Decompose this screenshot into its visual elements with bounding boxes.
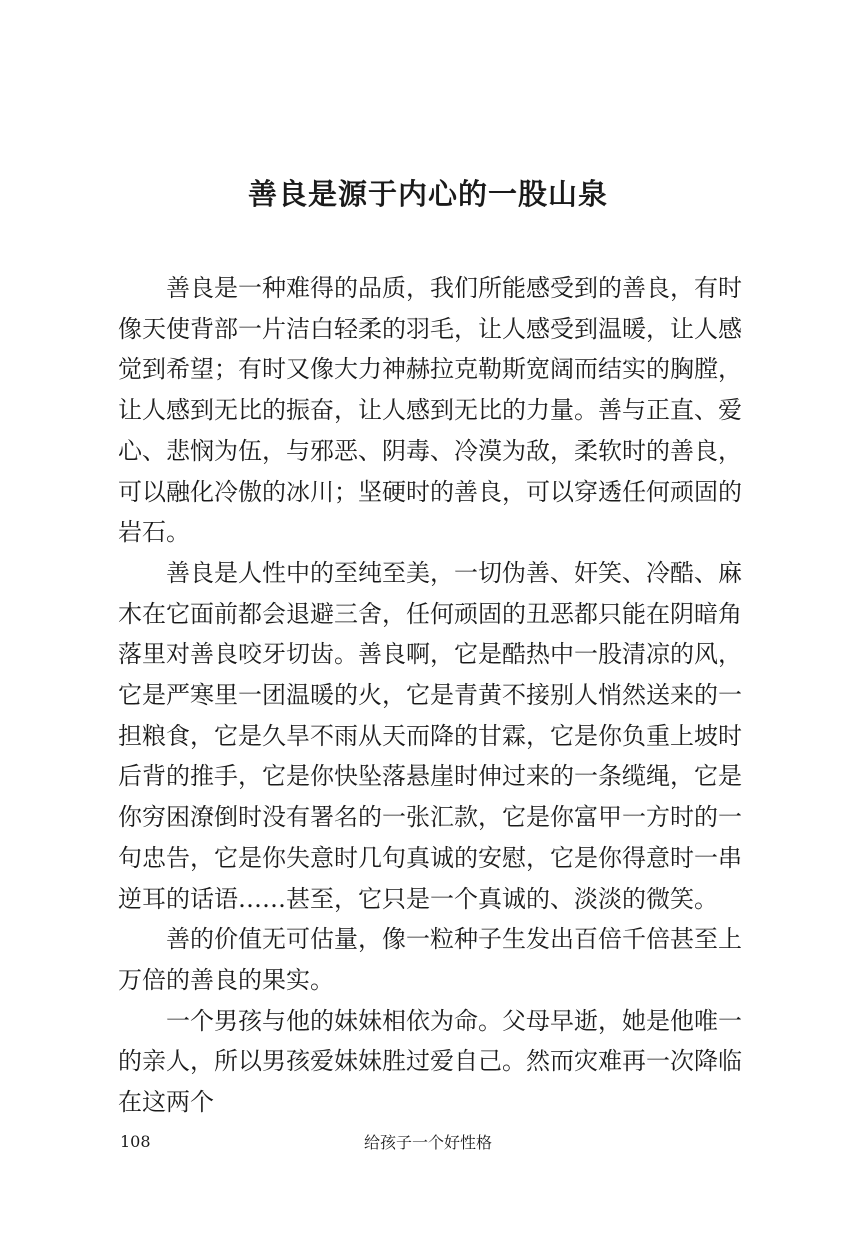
paragraph-3: 善的价值无可估量，像一粒种子生发出百倍千倍甚至上万倍的善良的果实。 — [118, 925, 742, 994]
paragraph-2: 善良是人性中的至纯至美，一切伪善、奸笑、冷酷、麻木在它面前都会退避三舍，任何顽固的丑恶都只能在阴暗角落里对善良咬牙切齿。善良啊，它是酷热中一股清凉的风，它是严寒里一团温暖的火，它是青黄不接别人悄然送来的一担粮食，它是久旱不雨从天而降的甘霖，它是你负重上坡时后背的推手，它是你快坠落悬崖时伸过来的一条缆绳，它是你穷困潦倒时没有署名的一张汇款，它是你富甲一方时的一句忠告，它是你失意时几句真诚的安慰，它是你得意时一串逆耳的话语……甚至，它只是一个真诚的、淡淡的微笑。 — [118, 558, 742, 913]
paragraph-4: 一个男孩与他的妹妹相依为命。父母早逝，她是他唯一的亲人，所以男孩爱妹妹胜过爱自己。然而灾难再一次降临在这两个 — [118, 1006, 742, 1117]
article-title: 善良是源于内心的一股山泉 — [247, 177, 608, 211]
article-body — [118, 268, 742, 1123]
running-book-title: 给孩子一个好性格 — [363, 1133, 492, 1152]
paragraph-1: 善良是一种难得的品质，我们所能感受到的善良，有时像天使背部一片洁白轻柔的羽毛，让人感受到温暖，让人感觉到希望；有时又像大力神赫拉克勒斯宽阔而结实的胸膛，让人感到无比的振奋，让人感到无比的力量。善与正直、爱心、悲悯为伍，与邪恶、阴毒、冷漠为敌，柔软时的善良，可以融化冷傲的冰川；坚硬时的善良，可以穿透任何顽固的岩石。 — [118, 274, 742, 547]
page-number: 108 — [120, 1132, 151, 1151]
page-footer — [0, 1128, 856, 1158]
